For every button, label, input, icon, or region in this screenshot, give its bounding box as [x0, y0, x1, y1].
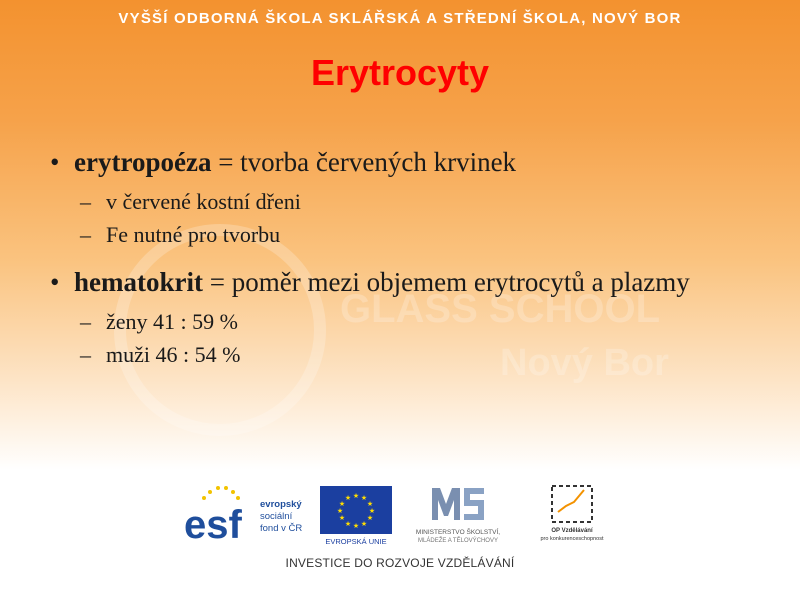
- esf-logo: [182, 486, 322, 547]
- sub-dash: –: [80, 189, 91, 214]
- sub-item: [40, 305, 770, 338]
- op-line1: OP Vzdělávání: [551, 528, 593, 534]
- svg-text:★: ★: [338, 514, 346, 522]
- eu-flag-logo: [320, 486, 392, 546]
- esf-big-text: esf: [184, 503, 242, 547]
- watermark-line2: Nový Bor: [500, 342, 669, 384]
- esf-text-line1: evropský: [260, 499, 302, 510]
- sub-text: v červené kostní dřeni: [106, 189, 301, 214]
- esf-text-line3: fond v ČR: [260, 523, 303, 534]
- sub-item: [40, 218, 770, 251]
- sub-item: [40, 185, 770, 218]
- msmt-logo: [416, 488, 500, 544]
- slide-content: [40, 145, 770, 385]
- bullet-term: hematokrit: [74, 267, 203, 297]
- slide-title: Erytrocyty: [310, 52, 490, 93]
- sub-dash: –: [80, 222, 91, 247]
- esf-text-line2: sociální: [260, 511, 293, 522]
- bullet-erytropoeza: [40, 145, 770, 179]
- bullet-dot: •: [50, 147, 60, 177]
- bullet-term: erytropoéza: [74, 147, 212, 177]
- svg-text:★: ★: [352, 522, 360, 530]
- school-name-header: VYŠŠÍ ODBORNÁ ŠKOLA SKLÁŘSKÁ A STŘEDNÍ ŠKOLA, NOVÝ BOR: [118, 10, 682, 27]
- msmt-line2: MLÁDEŽE A TĚLOVÝCHOVY: [418, 538, 498, 544]
- svg-text:★: ★: [336, 507, 344, 515]
- bullet-hematokrit: [40, 265, 770, 299]
- op-line2: pro konkurenceschopnost: [540, 536, 604, 542]
- svg-text:★: ★: [338, 500, 346, 508]
- funding-logos: [180, 480, 620, 550]
- svg-text:★: ★: [360, 494, 368, 502]
- svg-text:★: ★: [344, 494, 352, 502]
- investment-tagline: INVESTICE DO ROZVOJE VZDĚLÁVÁNÍ: [285, 556, 515, 570]
- sub-dash: –: [80, 309, 91, 334]
- sublist-hematokrit: [40, 305, 770, 371]
- sublist-erytropoeza: [40, 185, 770, 251]
- eu-label: EVROPSKÁ UNIE: [325, 537, 387, 546]
- sub-dash: –: [80, 342, 91, 367]
- bullet-text: = poměr mezi objemem erytrocytů a plazmy: [202, 267, 690, 297]
- bullet-dot: •: [50, 267, 60, 297]
- svg-text:★: ★: [352, 492, 360, 500]
- msmt-line1: MINISTERSTVO ŠKOLSTVÍ,: [415, 529, 501, 536]
- svg-text:★: ★: [366, 514, 374, 522]
- op-logo: [541, 486, 604, 542]
- sub-text: ženy 41 : 59 %: [106, 309, 238, 334]
- sub-item: [40, 338, 770, 371]
- watermark-line1: GLASS SCHOOL: [340, 287, 661, 331]
- svg-text:★: ★: [366, 500, 374, 508]
- bullet-text: = tvorba červených krvinek: [211, 147, 517, 177]
- svg-text:★: ★: [368, 507, 376, 515]
- sub-text: Fe nutné pro tvorbu: [106, 222, 281, 247]
- sub-text: muži 46 : 54 %: [106, 342, 241, 367]
- svg-text:★: ★: [360, 520, 368, 528]
- svg-text:★: ★: [344, 520, 352, 528]
